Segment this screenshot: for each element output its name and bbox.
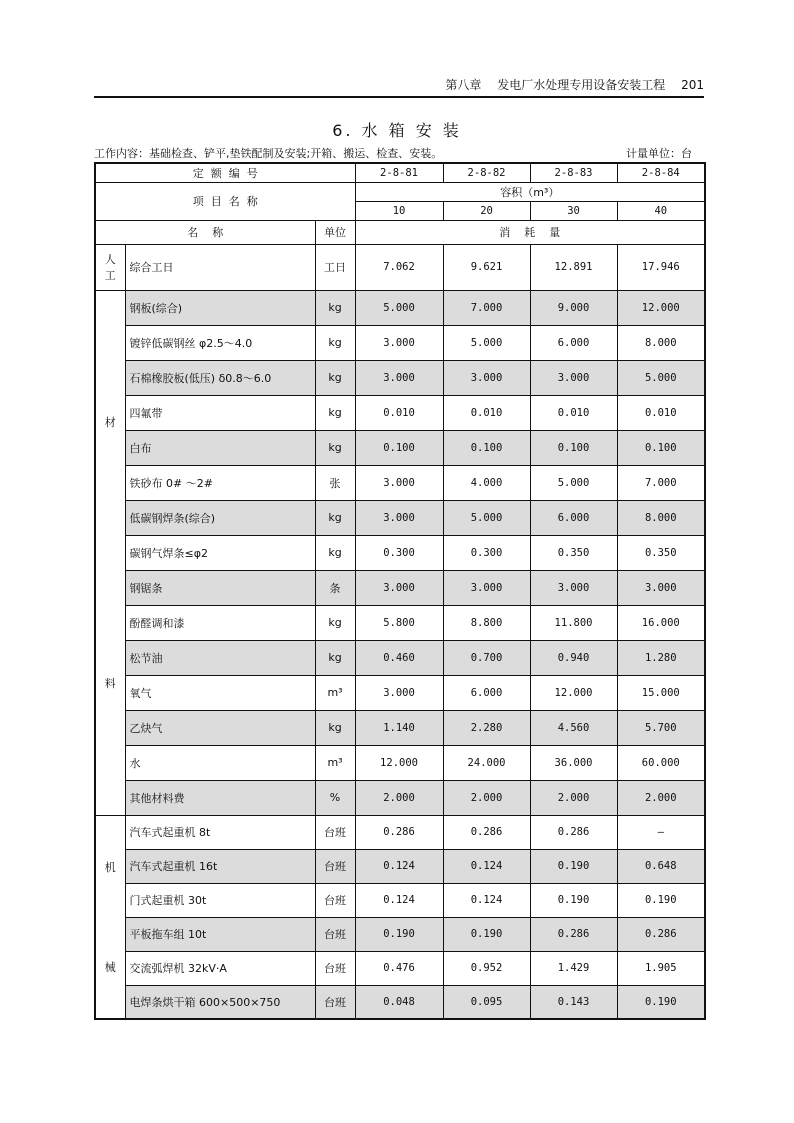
item-name: 门式起重机 30t (125, 883, 315, 917)
item-name: 其他材料费 (125, 780, 315, 815)
category-char: 机 (104, 860, 116, 874)
category-char: 械 (104, 960, 116, 974)
consumption-value: 8.000 (617, 325, 705, 360)
item-name: 氧气 (125, 675, 315, 710)
item-name: 铁砂布 0# ～2# (125, 465, 315, 500)
table-row (95, 640, 705, 675)
item-unit: kg (315, 605, 355, 640)
consumption-value: 1.140 (355, 710, 443, 745)
table-row (95, 500, 705, 535)
table-row (95, 430, 705, 465)
item-name: 交流弧焊机 32kV·A (125, 951, 315, 985)
table-row (95, 985, 705, 1019)
consumption-value: 7.062 (355, 244, 443, 290)
item-unit: 台班 (315, 883, 355, 917)
item-name: 镀锌低碳钢丝 φ2.5～4.0 (125, 325, 315, 360)
consumption-value: 24.000 (443, 745, 530, 780)
consumption-value: 5.800 (355, 605, 443, 640)
item-name: 汽车式起重机 8t (125, 815, 315, 849)
consumption-value: 0.940 (530, 640, 617, 675)
table-row (95, 290, 705, 325)
item-name: 平板拖车组 10t (125, 917, 315, 951)
consumption-value: 2.000 (355, 780, 443, 815)
item-unit: 台班 (315, 849, 355, 883)
consumption-value: 0.190 (530, 883, 617, 917)
consumption-value: 8.000 (617, 500, 705, 535)
consumption-value: 8.800 (443, 605, 530, 640)
volume-label: 容积（m³） (355, 182, 705, 201)
category-char: 工 (104, 269, 116, 282)
table-row (95, 710, 705, 745)
consumption-value: 0.190 (617, 985, 705, 1019)
consumption-value: 2.280 (443, 710, 530, 745)
consumption-value: 2.000 (443, 780, 530, 815)
chapter-label: 第八章 (445, 78, 482, 92)
item-unit: kg (315, 325, 355, 360)
consumption-value: 0.286 (530, 917, 617, 951)
consumption-value: 3.000 (617, 570, 705, 605)
consumption-value: 5.000 (355, 290, 443, 325)
consumption-value: 0.350 (617, 535, 705, 570)
consumption-value: 5.700 (617, 710, 705, 745)
consumption-value: 0.010 (355, 395, 443, 430)
item-unit: kg (315, 710, 355, 745)
consumption-value: 0.143 (530, 985, 617, 1019)
item-name: 酚醛调和漆 (125, 605, 315, 640)
consumption-value: 0.286 (617, 917, 705, 951)
item-name: 汽车式起重机 16t (125, 849, 315, 883)
consumption-value: 12.000 (617, 290, 705, 325)
item-unit: 条 (315, 570, 355, 605)
consumption-value: 0.952 (443, 951, 530, 985)
item-unit: 工日 (315, 244, 355, 290)
consumption-value: 6.000 (530, 325, 617, 360)
table-row (95, 570, 705, 605)
consumption-value: 3.000 (443, 360, 530, 395)
item-name: 白布 (125, 430, 315, 465)
table-row (95, 951, 705, 985)
table-row (95, 605, 705, 640)
table-row (95, 883, 705, 917)
consumption-value: 0.190 (355, 917, 443, 951)
item-name-label: 项 目 名 称 (95, 182, 355, 220)
item-unit: kg (315, 430, 355, 465)
consumption-column-header: 消 耗 量 (355, 220, 705, 244)
consumption-value: 0.460 (355, 640, 443, 675)
item-name: 乙炔气 (125, 710, 315, 745)
consumption-value: 5.000 (443, 325, 530, 360)
category-machinery (95, 815, 125, 1019)
volume-value: 10 (355, 201, 443, 220)
consumption-value: 36.000 (530, 745, 617, 780)
consumption-value: 5.000 (617, 360, 705, 395)
consumption-value: 3.000 (530, 570, 617, 605)
section-title: 6. 水 箱 安 装 (332, 121, 462, 140)
item-unit: kg (315, 535, 355, 570)
category-char: 料 (104, 676, 116, 690)
item-unit: kg (315, 290, 355, 325)
consumption-value: 7.000 (617, 465, 705, 500)
name-column-header: 名 称 (95, 220, 315, 244)
consumption-value: 3.000 (443, 570, 530, 605)
consumption-value: 0.190 (617, 883, 705, 917)
consumption-value: 0.100 (355, 430, 443, 465)
consumption-value: 3.000 (355, 570, 443, 605)
item-unit: 台班 (315, 815, 355, 849)
consumption-value: 12.000 (355, 745, 443, 780)
consumption-value: 9.621 (443, 244, 530, 290)
unit-of-measure: 计量单位：台 (626, 147, 692, 160)
category-materials (95, 290, 125, 815)
consumption-value: 12.000 (530, 675, 617, 710)
consumption-value: 0.100 (617, 430, 705, 465)
quota-code-label: 定 额 编 号 (95, 163, 355, 182)
category-labor (95, 244, 125, 290)
quota-code: 2-8-81 (355, 163, 443, 182)
item-unit: m³ (315, 675, 355, 710)
item-unit: 台班 (315, 985, 355, 1019)
quota-code: 2-8-84 (617, 163, 705, 182)
item-name: 钢板(综合) (125, 290, 315, 325)
item-unit: 台班 (315, 951, 355, 985)
item-unit: 台班 (315, 917, 355, 951)
consumption-value: 5.000 (443, 500, 530, 535)
consumption-value: 1.905 (617, 951, 705, 985)
quota-code: 2-8-83 (530, 163, 617, 182)
consumption-value: 0.100 (443, 430, 530, 465)
table-row (95, 244, 705, 290)
consumption-value: 60.000 (617, 745, 705, 780)
table-row (95, 849, 705, 883)
consumption-value: 0.286 (443, 815, 530, 849)
item-unit: kg (315, 360, 355, 395)
item-name: 水 (125, 745, 315, 780)
chapter-title: 发电厂水处理专用设备安装工程 (497, 78, 666, 92)
consumption-value: 6.000 (443, 675, 530, 710)
consumption-value: 0.124 (443, 849, 530, 883)
consumption-value: 7.000 (443, 290, 530, 325)
item-unit: kg (315, 395, 355, 430)
table-row (95, 745, 705, 780)
consumption-value: 0.286 (530, 815, 617, 849)
table-row (95, 395, 705, 430)
consumption-value: 11.800 (530, 605, 617, 640)
table-row (95, 917, 705, 951)
consumption-value: 1.429 (530, 951, 617, 985)
table-row (95, 535, 705, 570)
quota-table (94, 162, 706, 1020)
table-row (95, 325, 705, 360)
item-unit: kg (315, 500, 355, 535)
table-row (95, 815, 705, 849)
item-name: 低碳钢焊条(综合) (125, 500, 315, 535)
unit-column-header: 单位 (315, 220, 355, 244)
consumption-value: 0.010 (530, 395, 617, 430)
volume-value: 20 (443, 201, 530, 220)
consumption-value: 6.000 (530, 500, 617, 535)
item-unit: % (315, 780, 355, 815)
consumption-value: 3.000 (530, 360, 617, 395)
work-line (94, 145, 704, 161)
item-name: 石棉橡胶板(低压) δ0.8～6.0 (125, 360, 315, 395)
consumption-value: 0.286 (355, 815, 443, 849)
consumption-value: 5.000 (530, 465, 617, 500)
volume-value: 30 (530, 201, 617, 220)
consumption-value: 3.000 (355, 675, 443, 710)
item-name: 松节油 (125, 640, 315, 675)
consumption-value: 0.190 (530, 849, 617, 883)
consumption-value: 2.000 (530, 780, 617, 815)
consumption-value: 3.000 (355, 500, 443, 535)
consumption-value: 12.891 (530, 244, 617, 290)
item-name: 碳钢气焊条≤φ2 (125, 535, 315, 570)
consumption-value: 17.946 (617, 244, 705, 290)
consumption-value: 3.000 (355, 465, 443, 500)
consumption-value: 0.700 (443, 640, 530, 675)
consumption-value: 0.124 (355, 849, 443, 883)
consumption-value: 0.476 (355, 951, 443, 985)
consumption-value: 0.648 (617, 849, 705, 883)
consumption-value: 0.300 (443, 535, 530, 570)
table-row (95, 675, 705, 710)
category-char: 人 (104, 253, 116, 266)
consumption-value: 0.048 (355, 985, 443, 1019)
item-unit: 张 (315, 465, 355, 500)
table-row (95, 465, 705, 500)
running-head (94, 70, 704, 98)
consumption-value: 16.000 (617, 605, 705, 640)
table-row (95, 360, 705, 395)
consumption-value: 0.010 (443, 395, 530, 430)
table-row (95, 780, 705, 815)
consumption-value: 4.000 (443, 465, 530, 500)
consumption-value: 9.000 (530, 290, 617, 325)
consumption-value: 0.190 (443, 917, 530, 951)
item-name: 电焊条烘干箱 600×500×750 (125, 985, 315, 1019)
consumption-value: 0.300 (355, 535, 443, 570)
item-name: 综合工日 (125, 244, 315, 290)
volume-value: 40 (617, 201, 705, 220)
category-char: 材 (104, 416, 116, 430)
item-name: 四氟带 (125, 395, 315, 430)
work-content: 工作内容：基础检查、铲平,垫铁配制及安装;开箱、搬运、检查、安装。 (94, 147, 443, 160)
item-unit: kg (315, 640, 355, 675)
consumption-value: 0.124 (355, 883, 443, 917)
consumption-value: 2.000 (617, 780, 705, 815)
consumption-value: 0.124 (443, 883, 530, 917)
consumption-value: 0.350 (530, 535, 617, 570)
consumption-value: 3.000 (355, 325, 443, 360)
consumption-value: 4.560 (530, 710, 617, 745)
consumption-value: 0.010 (617, 395, 705, 430)
consumption-value: 0.100 (530, 430, 617, 465)
consumption-value: 0.095 (443, 985, 530, 1019)
consumption-value: 3.000 (355, 360, 443, 395)
consumption-value: 1.280 (617, 640, 705, 675)
consumption-value: — (617, 815, 705, 849)
item-unit: m³ (315, 745, 355, 780)
item-name: 钢锯条 (125, 570, 315, 605)
consumption-value: 15.000 (617, 675, 705, 710)
quota-code: 2-8-82 (443, 163, 530, 182)
page-number: 201 (681, 78, 704, 92)
